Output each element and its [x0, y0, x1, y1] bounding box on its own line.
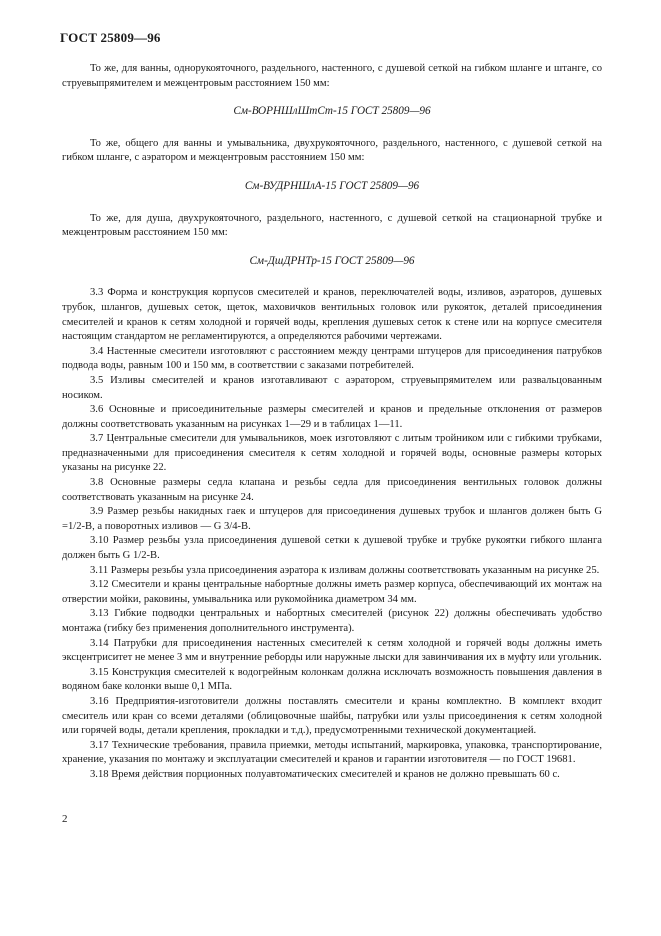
designation-example-3: См-ДшДРНТр-15 ГОСТ 25809—96	[249, 254, 415, 267]
clause-3-8: 3.8 Основные размеры седла клапана и резьбы седла для присоединения вентильных головок должны соответствовать указанным на рисунке 24.	[62, 477, 602, 503]
clause-3-14: 3.14 Патрубки для присоединения настенных смесителей к сетям холодной и горячей воды должны иметь эксцентриситет не менее 3 мм и внутренние реборды или наружные лыски для завинчивания их в муфту или угольник.	[62, 637, 602, 664]
clause-3-15: 3.15 Конструкция смесителей к водогрейным колонкам должна исключать возможность повышения давления в водяном баке колонки выше 0,1 МПа.	[62, 666, 602, 693]
page-number: 2	[62, 813, 68, 825]
intro-paragraph-2: То же, общего для ванны и умывальника, двухрукояточного, раздельного, настенного, с душевой сеткой на гибком шланге, с аэратором и межцентровым расстоянием 150 мм:	[62, 137, 602, 164]
clause-3-13: 3.13 Гибкие подводки центральных и набортных смесителей (рисунок 22) должны обеспечивать удобство монтажа (гибку без применения дополнительного инструмента).	[62, 608, 602, 634]
clause-3-5: 3.5 Изливы смесителей и кранов изготавливают с аэратором, струевыпрямителем или развальцованным носиком.	[62, 374, 602, 401]
clause-3-7: 3.7 Центральные смесители для умывальников, моек изготовляют с литым тройником или с гибкими трубками, предназначенными для присоединения смесителя к сетям холодной и горячей воды, основные размеры которых указаны на рисунке 22.	[62, 433, 602, 474]
clause-3-18: 3.18 Время действия порционных полуавтоматических смесителей и кранов не должно превышать 60 с.	[90, 768, 560, 780]
clause-3-4: 3.4 Настенные смесители изготовляют с расстоянием между центрами штуцеров для присоединения патрубков подвода воды, равным 100 и 150 мм, в соответствии с заказами потребителей.	[62, 345, 602, 372]
clause-3-9: 3.9 Размер резьбы накидных гаек и штуцеров для присоединения душевых трубок и шлангов должен быть G =1/2-B, а поворотных изливов — G 3/4-B.	[62, 506, 602, 532]
designation-example-1: См-ВОРНШлШтСт-15 ГОСТ 25809—96	[233, 105, 431, 118]
designation-example-2: См-ВУДРНШлА-15 ГОСТ 25809—96	[244, 179, 420, 192]
clause-3-16: 3.16 Предприятия-изготовители должны поставлять смесители и краны комплектно. В комплект входит смеситель или кран со всеми деталями (облицовочные шайбы, патрубки или узлы присоединения к сетям холодной или горячей воды, детали крепления, прокладки и т.д.), предусмотренными технической документацией.	[62, 695, 602, 737]
intro-paragraph-3: То же, для душа, двухрукояточного, раздельного, настенного, с душевой сеткой на стационарной трубке и межцентровым расстоянием 150 мм:	[62, 212, 602, 239]
document-body	[62, 62, 602, 783]
clause-3-17: 3.17 Технические требования, правила приемки, методы испытаний, маркировка, упаковка, транспортирование, хранение, указания по монтажу и эксплуатации смесителей и кранов и гарантии изготовителя — по ГОСТ 19681.	[62, 739, 602, 766]
clause-3-3: 3.3 Форма и конструкция корпусов смесителей и кранов, переключателей воды, изливов, аэраторов, душевых трубок, шлангов, душевых сеток, щеток, маховичков вентильных головок или рукояток, деталей присоединения смесителей и кранов к сетям холодной и горячей воды, крепления душевых сеток к стене или на корпусе смесителя настоящим стандартом не регламентируются, а определяются рабочими чертежами.	[62, 287, 602, 343]
clause-3-10: 3.10 Размер резьбы узла присоединения душевой сетки к душевой трубке и трубке рукоятки гибкого шланга должен быть G 1/2-B.	[62, 535, 602, 562]
clause-3-11: 3.11 Размеры резьбы узла присоединения аэратора к изливам должны соответствовать указанным на рисунке 25.	[90, 564, 600, 576]
clause-3-12: 3.12 Смесители и краны центральные набортные должны иметь размер корпуса, обеспечивающий их монтаж на отверстии мойки, раковины, умывальника или рукомойника диаметром 34 мм.	[62, 579, 602, 605]
intro-paragraph-1: То же, для ванны, однорукояточного, раздельного, настенного, с душевой сеткой на гибком шланге и штанге, со струевыпрямителем и межцентровым расстоянием 150 мм:	[62, 63, 602, 89]
clause-3-6: 3.6 Основные и присоединительные размеры смесителей и кранов и предельные отклонения от размеров должны соответствовать указанным на рисунках 1—29 и в таблицах 1—11.	[62, 404, 602, 430]
document-header: ГОСТ 25809—96	[60, 30, 161, 45]
